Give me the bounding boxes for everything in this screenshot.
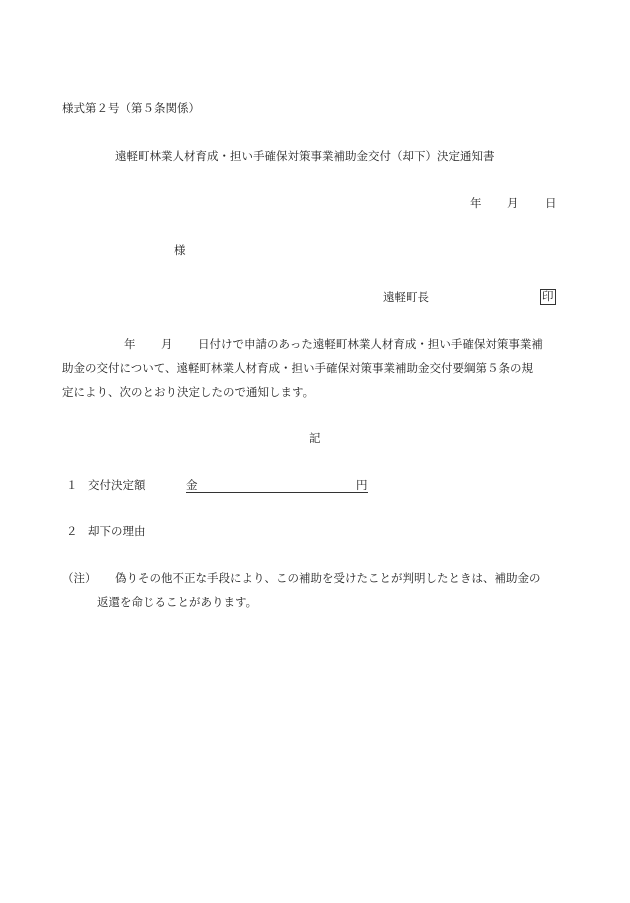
body-year: 年 bbox=[124, 337, 136, 351]
note-line-2: 返還を命じることがあります。 bbox=[97, 595, 258, 609]
item-1-number: １ bbox=[66, 478, 78, 492]
body-month: 月 bbox=[161, 337, 173, 351]
item-1-suffix: 円 bbox=[356, 478, 368, 492]
body-line-3: 定により、次のとおり決定したので通知します。 bbox=[62, 385, 315, 399]
form-number: 様式第２号（第５条関係） bbox=[62, 101, 200, 115]
ki-heading: 記 bbox=[309, 431, 321, 445]
note-label: （注） bbox=[62, 571, 97, 585]
date-month: 月 bbox=[507, 196, 519, 210]
seal-text: 印 bbox=[542, 289, 554, 303]
document-title: 遠軽町林業人材育成・担い手確保対策事業補助金交付（却下）決定通知書 bbox=[115, 149, 495, 163]
amount-underline bbox=[186, 478, 368, 493]
item-1-label: 交付決定額 bbox=[88, 478, 146, 492]
seal-mark bbox=[540, 289, 556, 305]
recipient-suffix: 様 bbox=[174, 243, 186, 257]
date-day: 日 bbox=[545, 196, 557, 210]
date-year: 年 bbox=[470, 196, 482, 210]
body-line-1: 日付けで申請のあった遠軽町林業人材育成・担い手確保対策事業補 bbox=[198, 337, 543, 351]
item-2-number: ２ bbox=[66, 524, 78, 538]
item-1-prefix: 金 bbox=[186, 478, 198, 492]
item-2-label: 却下の理由 bbox=[88, 524, 146, 538]
note-line-1: 偽りその他不正な手段により、この補助を受けたことが判明したときは、補助金の bbox=[115, 571, 541, 585]
issuer-name: 遠軽町長 bbox=[383, 290, 429, 304]
body-line-2: 助金の交付について、遠軽町林業人材育成・担い手確保対策事業補助金交付要綱第５条の規 bbox=[62, 361, 534, 375]
